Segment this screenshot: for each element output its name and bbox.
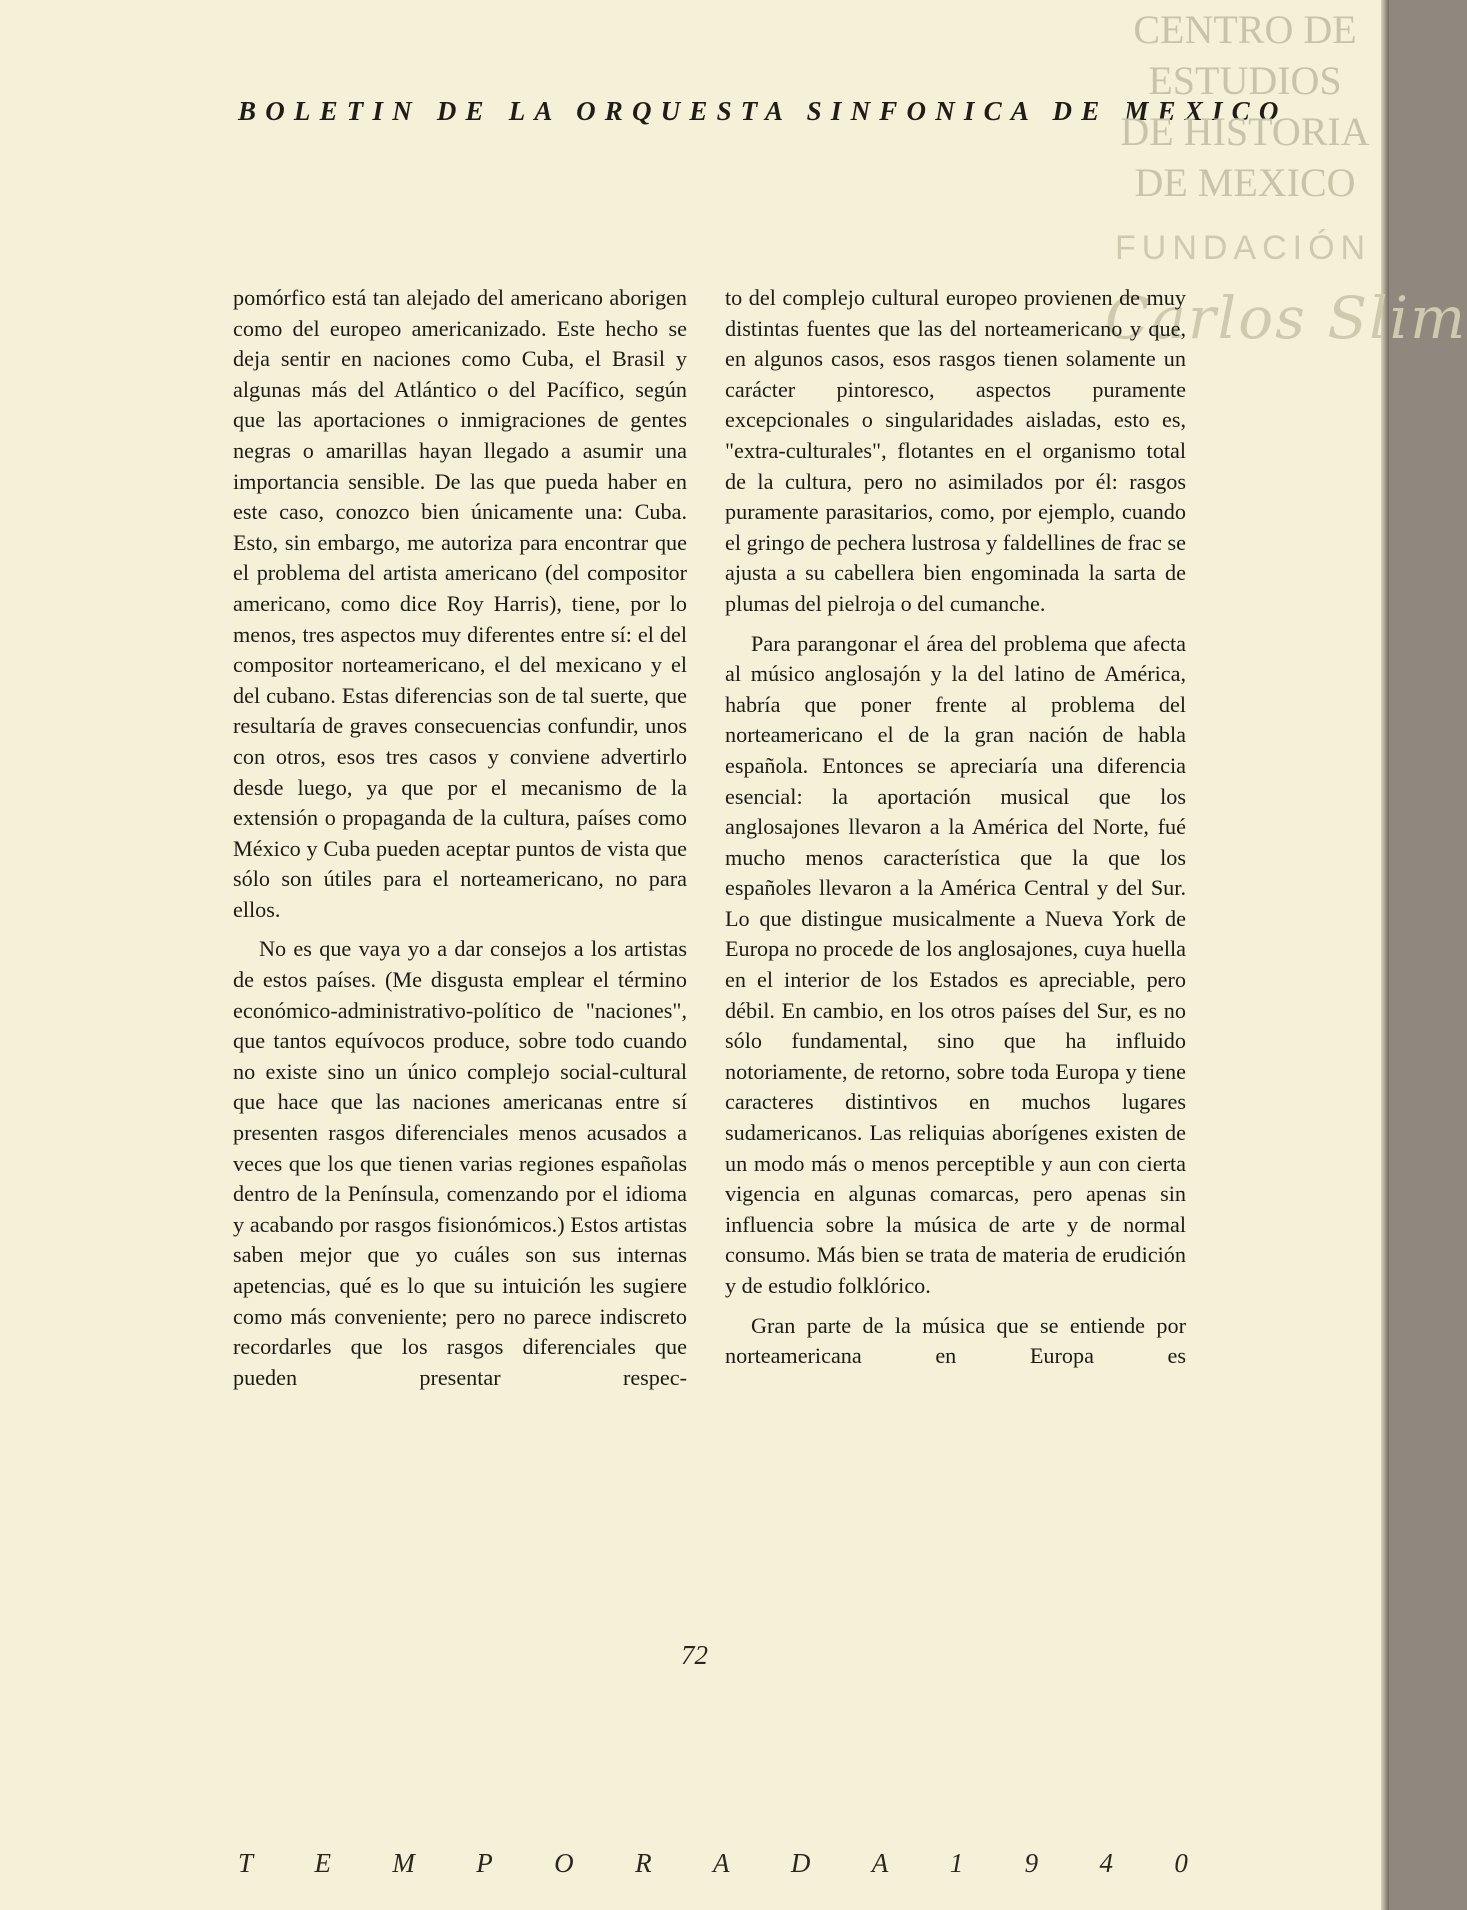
watermark-line-4: DE MEXICO [1134,160,1356,205]
watermark-signature: Carlos Slim [1105,284,1467,352]
footer-digit: 0 [1174,1848,1188,1878]
page-number: 72 [681,1640,708,1670]
footer-digit: 1 [949,1848,964,1878]
right-column [725,283,1186,1372]
footer-letter: P [476,1848,493,1878]
right-paragraph-3: Gran parte de la música que se entiende por norteamericana en Europa es [725,1312,1186,1369]
footer-letter: T [238,1848,254,1878]
footer-digit: 9 [1024,1848,1039,1878]
watermark-line-1: CENTRO DE [1133,7,1357,52]
footer-letter: A [871,1848,889,1878]
footer-digit: 4 [1099,1848,1113,1878]
watermark-fundacion: FUNDACIÓN [1115,229,1372,267]
footer-letter: D [790,1848,811,1878]
watermark-line-2: ESTUDIOS [1148,58,1342,103]
right-paragraph-2: Para parangonar el área del problema que afecta al músico anglosajón y la del latino de América, habría que poner frente al problema del norteamericano el de la gran nación de habla española. Entonces se apreciaría una diferencia esencial: la aportación musical que los anglosajones llevaron a la América del Norte, fué mucho menos característica que la que los españoles llevaron a la América Central y del Sur. Lo que distingue musicalmente a Nueva York de Europa no procede de los anglosajones, cuya huella en el interior de los Estados es apreciable, pero débil. En cambio, en los otros países del Sur, es no sólo fundamental, sino que ha influido notoriamente, de retorno, sobre toda Europa y tiene caracteres distintivos en muchos lugares sudamericanos. Las reliquias aborígenes existen de un modo más o menos perceptible y aun con cierta vigencia en algunas comarcas, pero apenas sin influencia sobre la música de arte y de normal consumo. Más bien se trata de materia de erudición y de estudio folklórico. [725,630,1186,1298]
footer-letter: R [635,1848,652,1878]
watermark-line-3: DE HISTORIA [1120,109,1370,154]
right-paragraph-1: to del complejo cultural europeo provienen de muy distintas fuentes que las del norteamericano y que, en algunos casos, esos rasgos tienen solamente un carácter pintoresco, aspectos puramente excepcionales o singularidades aisladas, esto es, "extra-culturales", flotantes en el organismo total de la cultura, pero no asimilados por él: rasgos puramente parasitarios, como, por ejemplo, cuando el gringo de pechera lustrosa y faldellines de frac se ajusta a su cabellera bien engominada la sarta de plumas del pielroja o del cumanche. [725,285,1186,616]
left-paragraph-1: pomórfico está tan alejado del americano aborigen como del europeo americanizado. Este hecho se deja sentir en naciones como Cuba, el Brasil y algunas más del Atlántico o del Pacífico, según que las aportaciones o inmigraciones de gentes negras o amarillas hayan llegado a asumir una importancia sensible. De las que pueda haber en este caso, conozco bien únicamente una: Cuba. Esto, sin embargo, me autoriza para encontrar que el problema del artista americano (del compositor americano, como dice Roy Harris), tiene, por lo menos, tres aspectos muy diferentes entre sí: el del compositor norteamericano, el del mexicano y el del cubano. Estas diferencias son de tal suerte, que resultaría de graves consecuencias confundir, unos con otros, esos tres casos y conviene advertirlo desde luego, ya que por el mecanismo de la extensión o propaganda de la cultura, países como México y Cuba pueden aceptar puntos de vista que sólo son útiles para el norteamericano, no para ellos. [233,285,687,922]
left-column [233,283,687,1393]
footer-letter: O [554,1848,574,1878]
footer-letter: M [392,1848,415,1878]
running-header: BOLETIN DE LA ORQUESTA SINFONICA DE MEXICO [238,96,1288,126]
left-paragraph-2: No es que vaya yo a dar consejos a los artistas de estos países. (Me disgusta emplear el término económico-administrativo-político de "naciones", que tantos equívocos produce, sobre todo cuando no existe sino un único complejo social-cultural que hace que las naciones americanas entre sí presenten rasgos diferenciales menos acusados a veces que los que tienen varias regiones españolas dentro de la Península, comenzando por el idioma y acabando por rasgos fisionómicos.) Estos artistas saben mejor que yo cuáles son sus internas apetencias, qué es lo que su intuición les sugiere como más conveniente; pero no parece indiscreto recordarles que los rasgos diferenciales que pueden presentar respec- [233,936,687,1390]
footer-letter: A [712,1848,730,1878]
footer-season [238,1848,1188,1879]
footer-letter: E [314,1848,331,1878]
